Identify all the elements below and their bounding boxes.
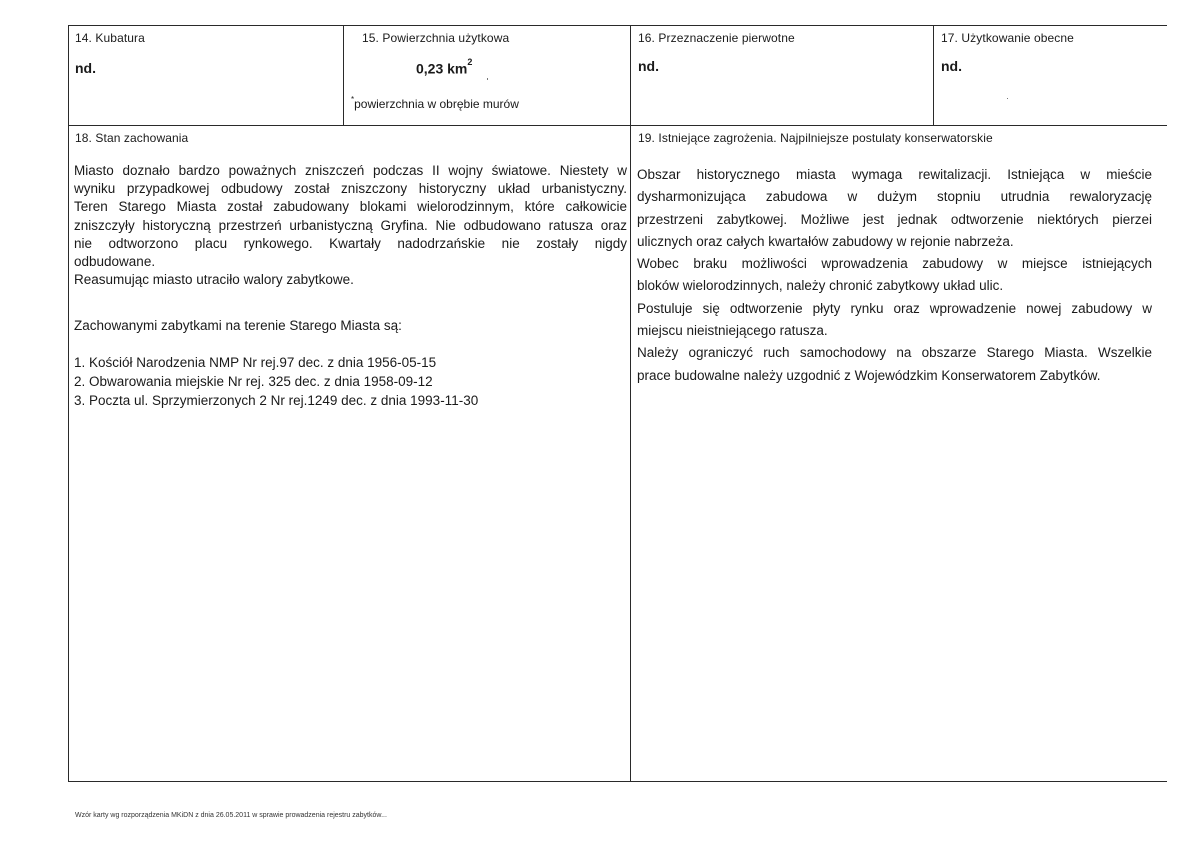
stan-summary: Reasumując miasto utraciło walory zabytkowe. [74,272,354,288]
przeznaczenie-value: nd. [638,58,659,74]
kubatura-value: nd. [75,60,96,76]
footer-note: Wzór karty wg rozporządzenia MKiDN z dnia 26.05.2011 w sprawie prowadzenia rejestru zabytków... [75,812,387,819]
column-divider-1 [343,25,344,126]
column-divider-3 [933,25,934,126]
column-divider-2 [630,25,631,782]
list-item: 2. Obwarowania miejskie Nr rej. 325 dec. z dnia 1958-09-12 [74,374,433,389]
zagrozenia-line: Postuluje się odtworzenie płyty rynku oraz wprowadzenie nowej zabudowy w [637,300,1152,316]
list-item: 3. Poczta ul. Sprzymierzonych 2 Nr rej.1249 dec. z dnia 1993-11-30 [74,393,479,408]
note-asterisk: * [351,95,355,104]
table-left-border [68,25,69,782]
zagrozenia-line: dysharmonizująca zabudowa w dużym stopniu utrudnia rewaloryzację [637,189,1152,205]
stan-line: nie odtworzono placu rynkowego. Kwartały nadodrzańskie nie zostały nigdy [74,235,627,251]
zagrozenia-line: Należy ograniczyć ruch samochodowy na obszarze Starego Miasta. Wszelkie [637,345,1152,361]
stan-line: wyniku przypadkowej odbudowy został zniszczony historyczny układ urbanistyczny. [74,181,627,197]
scan-speck [1007,98,1008,99]
zagrozenia-line: bloków wielorodzinnych, należy chronić zabytkowy układ ulic. [637,278,1004,294]
stan-line: zniszczyły historyczną przestrzeń urbanistyczną Gryfina. Nie odbudowano ratusza oraz [74,217,627,233]
stan-paragraph [74,162,627,289]
powierzchnia-label: 15. Powierzchnia użytkowa [362,31,510,45]
scan-speck [487,78,488,80]
uzytkowanie-label: 17. Użytkowanie obecne [941,31,1074,45]
monuments-intro [74,317,402,335]
stan-line: odbudowane. [74,254,156,270]
note-text: powierzchnia w obrębie murów [354,97,519,111]
uzytkowanie-value: nd. [941,58,962,74]
row1-bottom-border [68,125,1167,126]
table-bottom-border [68,781,1167,782]
zagrozenia-paragraph [637,164,1152,387]
powierzchnia-value-unit-sup: 2 [467,57,473,67]
zagrozenia-line: przestrzeni zabytkowej. Możliwe jest jednak odtworzenie niektórych pierzei [637,211,1152,227]
zagrozenia-line: miejscu nieistniejącego ratusza. [637,323,828,339]
zagrozenia-label: 19. Istniejące zagrożenia. Najpilniejsze postulaty konserwatorskie [638,131,993,145]
przeznaczenie-label: 16. Przeznaczenie pierwotne [638,31,795,45]
zagrozenia-line: ulicznych oraz całych kwartałów zabudowy w rejonie nabrzeża. [637,233,1014,249]
zagrozenia-line: prace budowalne należy uzgodnić z Wojewódzkim Konserwatorem Zabytków. [637,367,1101,383]
table-top-border [68,25,1167,26]
powierzchnia-value-text: 0,23 km [416,60,468,77]
powierzchnia-value [416,57,473,77]
zagrozenia-line: Obszar historycznego miasta wymaga rewitalizacji. Istniejąca w mieście [637,167,1152,182]
stan-label: 18. Stan zachowania [75,131,189,145]
stan-line: Teren Starego Miasta został zabudowany blokami wielorodzinnym, które całkowicie [74,199,627,215]
zagrozenia-line: Wobec braku możliwości wprowadzenia zabudowy w miejsce istniejących [637,256,1152,272]
list-item: 1. Kościół Narodzenia NMP Nr rej.97 dec. z dnia 1956-05-15 [74,355,437,370]
kubatura-label: 14. Kubatura [75,31,145,45]
stan-line: Miasto doznało bardzo poważnych zniszczeń podczas II wojny światowe. Niestety w [74,163,627,178]
monuments-list [74,353,478,410]
monuments-intro-text: Zachowanymi zabytkami na terenie Starego Miasta są: [74,318,402,333]
powierzchnia-note [351,96,519,111]
